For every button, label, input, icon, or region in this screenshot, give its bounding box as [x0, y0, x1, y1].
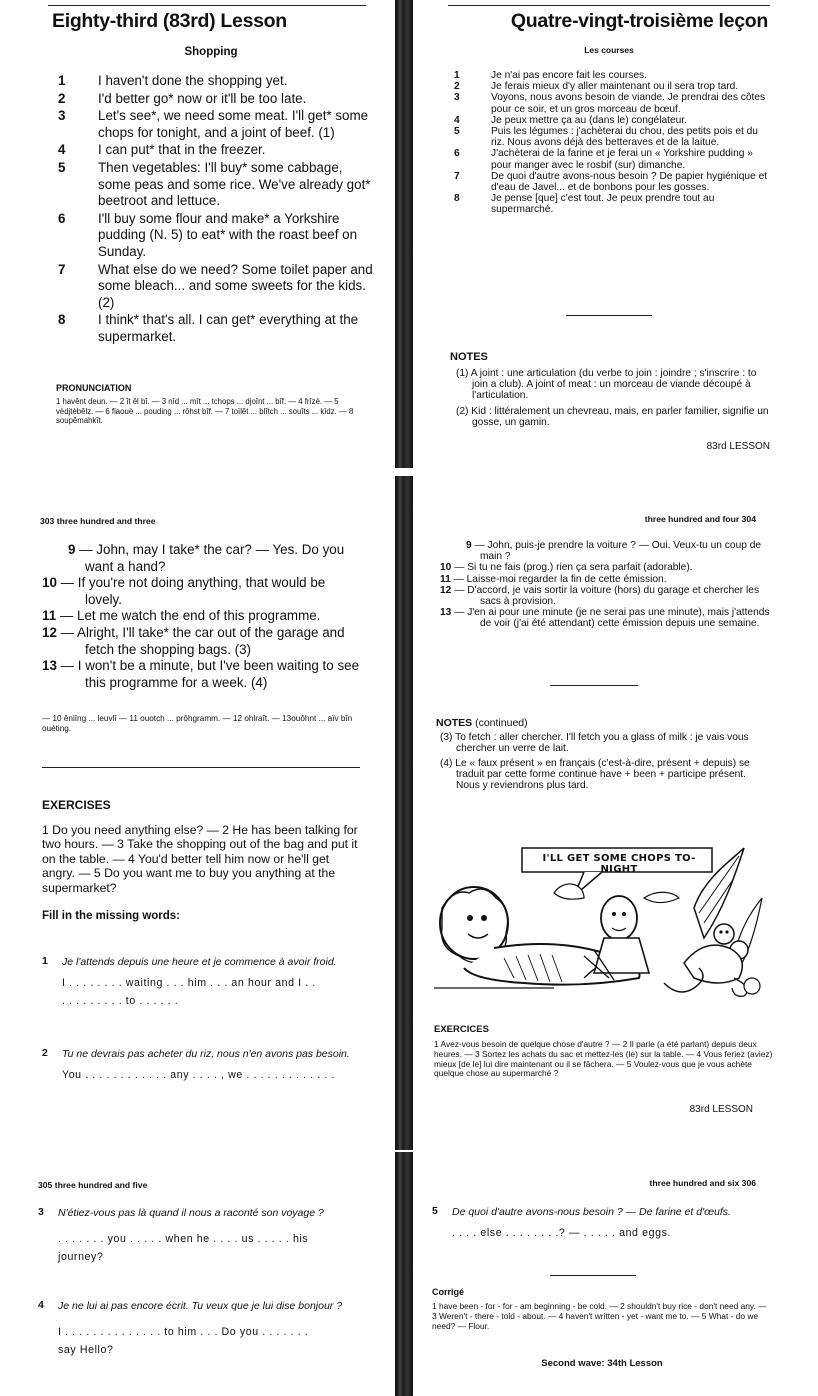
exercices-heading: EXERCICES	[434, 1024, 489, 1035]
separator-rule	[566, 315, 652, 316]
fill-answer-line[interactable]: journey?	[58, 1251, 104, 1263]
exercices-text: 1 Avez-vous besoin de quelque chose d'autre ? — 2 Il parle (a été parlant) depuis deux heures. — 3 Sortez les achats du sac et mettez-les (le) sur la table. — 4 Vous feriez (aviez) mieux [de le] lui dire maintenant ou il se fâchera. — 5 Voulez-vous que je vous achète quelque chose au supermarché ?	[434, 1039, 773, 1079]
cartoon-speech-bubble: I'LL GET SOME CHOPS TO-NIGHT	[542, 853, 696, 875]
top-rule	[448, 5, 770, 6]
page-header: three hundred and six 306	[649, 1178, 756, 1188]
dialogue-fr-cont	[440, 540, 770, 630]
notes-heading: NOTES	[436, 717, 473, 729]
exercises-heading: EXERCISES	[42, 798, 111, 812]
dialogue-line: 12 — Alright, I'll take* the car out of the garage and fetch the shopping bags. (3)	[42, 624, 345, 657]
dialogue-line: 5 Then vegetables: I'll buy* some cabbage, some peas and some rice. We've already got* beetroot and lettuce.	[58, 159, 371, 209]
corrige-heading: Corrigé	[432, 1287, 465, 1297]
dialogue-line: 4 I can put* that in the freezer.	[58, 142, 266, 158]
fill-item-4: 4 Je ne lui ai pas encore écrit. Tu veux que je lui dise bonjour ? I . . . . . . . . . . . . . . to him . . . Do you . . . . . . . say Hello?	[38, 1300, 364, 1357]
dialogue-line: 13 — I won't be a minute, but I've been waiting to see this programme for a week. (4)	[42, 658, 360, 690]
page-header: 303 three hundred and three	[40, 516, 156, 526]
fill-answer-line[interactable]: . . . . . . . . . to . . . . . .	[62, 995, 179, 1007]
notes-heading-line	[436, 717, 528, 729]
notes-continued: (continued)	[475, 717, 528, 729]
book-spine-middle	[395, 476, 413, 1150]
dialogue-line: 2 I'd better go* now or it'll be too late.	[58, 90, 307, 106]
dialogue-line: 1 I haven't done the shopping yet.	[58, 73, 288, 88]
page-header: three hundred and four 304	[644, 514, 756, 524]
dialogue-line: 4 Je peux mettre ça au (dans le) congélateur.	[454, 114, 687, 126]
dialogue-line: 2 Je ferais mieux d'y aller maintenant ou il sera trop tard.	[454, 81, 739, 93]
page-french-lesson	[414, 0, 818, 470]
separator-rule	[42, 767, 360, 768]
page-304	[414, 478, 818, 1150]
page-305	[0, 1152, 394, 1396]
fill-answer-line[interactable]: . . . . . . . you . . . . . when he . . . . us . . . . . his	[58, 1233, 309, 1245]
fill-answer-line[interactable]: I . . . . . . . . . . . . . . to him . . . Do you . . . . . . .	[58, 1326, 309, 1338]
dialogue-line: 8 I think* that's all. I can get* everything at the supermarket.	[58, 312, 359, 344]
dialogue-line: 11 — Laisse-moi regarder la fin de cette émission.	[440, 573, 667, 585]
dialogue-line: 7 De quoi d'autre avons-nous besoin ? De papier hygiénique et d'eau de Javel... et de bonbons pour les gosses.	[454, 170, 768, 194]
pronunciation-text: 1 havênt deun. — 2 ît êl bî. — 3 nîd ... mît ... tchops ... djoînt ... bîf. — 4 frîzè. — 5 vèdjtèbêlz. — 6 flaouè ... pouding ... rôhst bîf. — 7 toïlêt ... blîtch ... souîts ... kîdz. — 8 soupêmahkît.	[56, 397, 354, 426]
fill-prompt: N'étiez-vous pas là quand il nous a raconté son voyage ?	[58, 1207, 324, 1219]
lesson-title-fr: Quatre-vingt-troisième leçon	[510, 10, 768, 32]
fill-heading: Fill in the missing words:	[42, 910, 181, 922]
dialogue-line: 12 — D'accord, je vais sortir la voiture (hors) du garage et chercher les sacs à provision.	[440, 584, 760, 608]
page-footer: 83rd LESSON	[706, 441, 770, 452]
book-spine-top	[395, 0, 413, 468]
dialogue-line: 9 — John, puis-je prendre la voiture ? — Oui. Veux-tu un coup de main ?	[466, 540, 762, 563]
pronunciation-heading: PRONUNCIATION	[56, 383, 132, 393]
dialogue-en	[58, 73, 376, 346]
page-303	[0, 478, 394, 1150]
dialogue-line: 5 Puis les légumes : j'achèterai du chou, des petits pois et du riz. Nous avons déjà des betteraves et de la laitue.	[454, 126, 758, 149]
fill-answer-line[interactable]: I . . . . . . . . waiting . . . him . . . an hour and I . .	[62, 977, 316, 989]
fill-item-2: 2 Tu ne devrais pas acheter du riz, nous n'en avons pas besoin. You . . . . . . . . . . . . any . . . . , we . . . . . . . . . . . . .	[42, 1048, 364, 1082]
pronunciation-text: — 10 êniîng ... leuvlî — 11 ouotch ... prôhgramm. — 12 ohlraît. — 13ouôhnt ... aïv bîn ouéting.	[42, 714, 353, 733]
dialogue-line: 8 Je pense [que] c'est tout. Je peux prendre tout au supermarché.	[454, 193, 715, 216]
exercises-text: 1 Do you need anything else? — 2 He has been talking for two hours. — 3 Take the shopping out of the bag and put it on the table. — 4 You'd better tell him now or he'll get angry. — 5 Do you want me to buy you anything at the supermarket?	[42, 823, 358, 895]
page-english-lesson	[0, 0, 394, 470]
dialogue-line: 3 Voyons, nous avons besoin de viande. Je prendrai des côtes pour ce soir, et un gros morceau de bœuf.	[454, 92, 766, 115]
note-1: (1) A joint : une articulation (du verbe to join : joindre ; s'inscrire : to join a club). A joint of meat : un morceau de viande découpé à l'articulation.	[456, 368, 757, 402]
lesson-title-en: Eighty-third (83rd) Lesson	[52, 10, 287, 32]
fill-item-1: 1 Je l'attends depuis une heure et je commence à avoir froid. I . . . . . . . . waiting . . . him . . . an hour and I . . . . . . . . . . . to . . . . . .	[42, 956, 364, 1008]
cartoon-illustration	[434, 838, 764, 998]
page-header: 305 three hundred and five	[38, 1180, 148, 1190]
separator-rule	[550, 1275, 636, 1276]
fill-answer-line[interactable]: . . . . else . . . . . . . .? — . . . . . and eggs.	[452, 1227, 672, 1239]
dialogue-line: 1 Je n'ai pas encore fait les courses.	[454, 70, 647, 81]
fill-item-5: 5 De quoi d'autre avons-nous besoin ? — De farine et d'œufs. . . . . else . . . . . . . .? — . . . . . and eggs.	[432, 1206, 772, 1240]
fill-answer-line[interactable]: You . . . . . . . . . . . . any . . . . , we . . . . . . . . . . . . .	[62, 1069, 335, 1081]
dialogue-line: 10 — If you're not doing anything, that would be lovely.	[42, 575, 326, 607]
lesson-subtitle-en: Shopping	[184, 46, 238, 58]
dialogue-line: 7 What else do we need? Some toilet paper and some bleach... and some sweets for the kids. (2)	[58, 261, 373, 310]
note-2: (2) Kid : littéralement un chevreau, mais, en parler familier, signifie un gosse, un gamin.	[456, 406, 769, 429]
fill-prompt: Tu ne devrais pas acheter du riz, nous n'en avons pas besoin.	[62, 1048, 350, 1060]
fill-prompt: Je l'attends depuis une heure et je commence à avoir froid.	[62, 956, 337, 968]
page-footer: 83rd LESSON	[689, 1104, 753, 1115]
note-3: (3) To fetch : aller chercher. I'll fetch you a glass of milk : je vais vous chercher un verre de lait.	[440, 732, 749, 755]
fill-answer-line[interactable]: say Hello?	[58, 1344, 114, 1356]
dialogue-line: 13 — J'en ai pour une minute (je ne serai pas une minute), mais j'attends de voir (j'ai été attendant) cette émission depuis une semaine.	[440, 607, 770, 630]
dialogue-en-cont	[42, 542, 364, 691]
dialogue-line: 10 — Si tu ne fais (prog.) rien ça sera parfait (adorable).	[440, 562, 693, 574]
page-306	[414, 1152, 818, 1396]
dialogue-line: 6 I'll buy some flour and make* a Yorkshire pudding (N. 5) to eat* with the roast beef on Sunday.	[58, 210, 358, 259]
book-spine-bottom	[395, 1152, 413, 1396]
lesson-subtitle-fr: Les courses	[584, 45, 634, 55]
dialogue-fr	[454, 70, 770, 216]
fill-prompt: Je ne lui ai pas encore écrit. Tu veux que je lui dise bonjour ?	[58, 1300, 343, 1312]
corrige-text: 1 have been - for - for - am beginning - be cold. — 2 shouldn't buy rice - don't need any. — 3 Weren't - there - told - about. — 4 haven't written - yet - want me to. — 5 What - do we need? — Flour.	[432, 1301, 767, 1331]
separator-rule	[550, 685, 638, 686]
notes-heading: NOTES	[450, 351, 488, 363]
second-wave-label: Second wave: 34th Lesson	[541, 1358, 663, 1369]
dialogue-line: 6 J'achèterai de la farine et je ferai un « Yorkshire pudding » pour manger avec le rosbif (sur) dimanche.	[454, 148, 753, 171]
dialogue-line: 3 Let's see*, we need some meat. I'll get* some chops for tonight, and a joint of beef. (1)	[58, 108, 369, 140]
dialogue-line: 9 — John, may I take* the car? — Yes. Do you want a hand?	[68, 542, 345, 574]
top-rule	[48, 5, 366, 6]
fill-item-3: 3 N'étiez-vous pas là quand il nous a raconté son voyage ? . . . . . . . you . . . . . when he . . . . us . . . . . his journey?	[38, 1207, 364, 1264]
note-4: (4) Le « faux présent » en français (c'est-à-dire, présent + depuis) se traduit par cette forme continue have + been + participe présent. Nous y reviendrons plus tard.	[440, 758, 750, 792]
dialogue-line: 11 — Let me watch the end of this programme.	[42, 608, 321, 624]
fill-prompt: De quoi d'autre avons-nous besoin ? — De farine et d'œufs.	[452, 1206, 731, 1218]
